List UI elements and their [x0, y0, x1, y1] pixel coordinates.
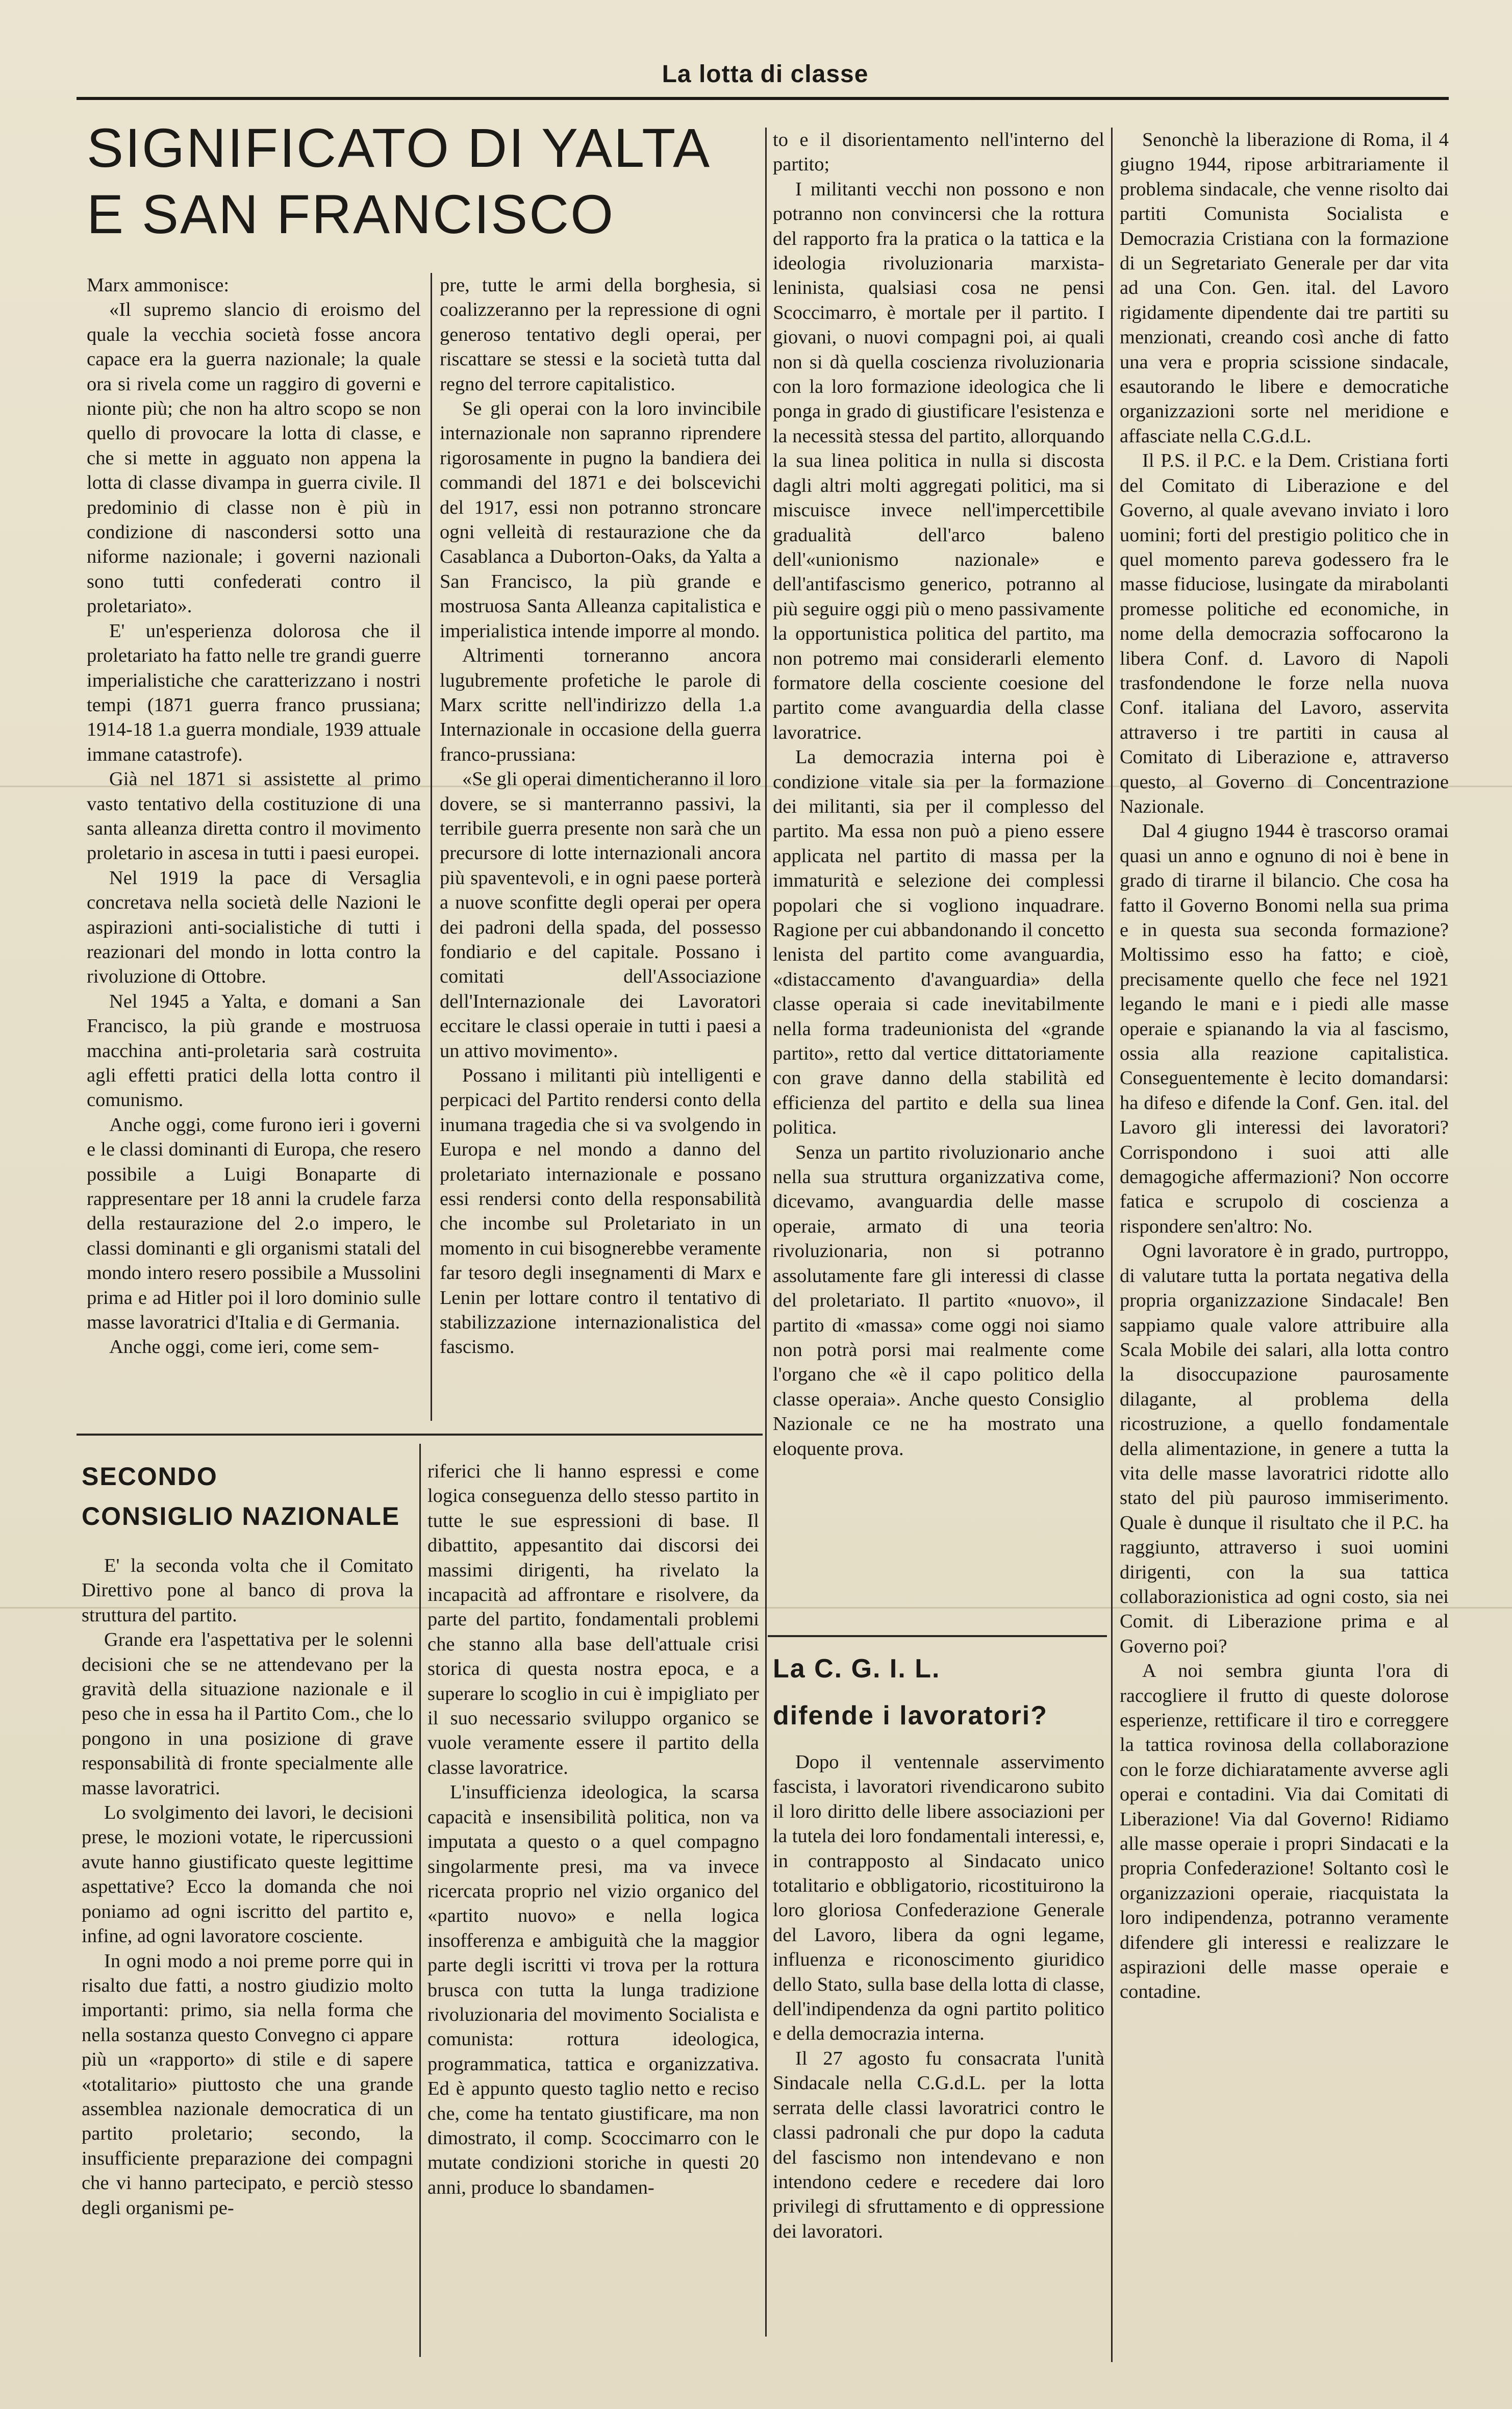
cgil-heading-line1: La C. G. I. L.	[773, 1654, 941, 1684]
paragraph: Altrimenti torneranno ancora lugubremente profetiche le parole di Marx scritte nell'indirizzo della 1.a Internazionale in occasione della guerra franco-prussiana:	[440, 645, 761, 765]
yalta-title-line2: E SAN FRANCISCO	[87, 183, 615, 245]
paragraph: L'insufficienza ideologica, la scarsa capacità e insensibilità politica, non va imputata a questo o a quel compagno singolarmente presi, ma va invece ricercata proprio nel vizio organico del «partito nuovo» e nella logica insofferenza e ambiguità che la maggior parte degli iscritti vi trova per la rottura brusca con tutta la lunga tradizione rivoluzionaria del movimento Socialista e comunista: rottura ideologica, programmatica, tattica e organizzativa. Ed è appunto questo taglio netto e reciso che, come ha tentato giustificare, ma non dimostrato, il comp. Scoccimarro con le mutate condizioni storiche in questi 20 anni, produce lo sbandamen-	[427, 1781, 759, 2198]
section-rule	[77, 1434, 763, 1436]
paragraph: Se gli operai con la loro invincibile internazionale non sapranno riprendere rigorosamente in pugno la bandiera dei commandi del 1871 e dei bolscevichi del 1917, essi non potranno stroncare ogni velleità di restaurazione che da Casablanca a Duborton-Oaks, da Yalta a San Francisco, la più grande e mostruosa Santa Alleanza capitalistica e imperialistica intende imporre al mondo.	[440, 398, 761, 642]
paragraph: Già nel 1871 si assistette al primo vasto tentativo della costituzione di una santa alleanza diretta contro il movimento proletario in ascesa in tutti i paesi europei.	[87, 768, 421, 864]
paragraph: Nel 1919 la pace di Versaglia concretava nella società delle Nazioni le aspirazioni anti-socialistiche di tutti i reazionari del mondo in lotta contro la rivoluzione di Ottobre.	[87, 867, 421, 988]
yalta-column-2	[440, 273, 761, 1423]
yalta-title	[87, 115, 765, 247]
consiglio-heading-line1: SECONDO	[82, 1462, 218, 1491]
masthead-rule	[77, 97, 1449, 100]
consiglio-heading-line2: CONSIGLIO NAZIONALE	[82, 1502, 400, 1530]
paragraph: «Se gli operai dimenticheranno il loro dovere, se si manterranno passivi, la terribile guerra presente non sarà che un precursore di lotte internazionali ancora più spaventevoli, e in ogni paese porterà a nuove sconfitte degli operai per opera dei padroni della spada, del possesso fondiario e del capitale. Possano i comitati dell'Associazione dell'Internazionale dei Lavoratori eccitare le classi operaie in tutti i paesi a un attivo movimento».	[440, 768, 761, 1062]
column-divider	[765, 128, 767, 2337]
paragraph: Il P.S. il P.C. e la Dem. Cristiana forti del Comitato di Liberazione e del Governo, al quale avevano inviato i loro uomini; forti del prestigio politico che in quel momento pareva godessero fra le masse fiduciose, lusingate da mirabolanti promesse politiche ed economiche, in nome della democrazia soffocarono la libera Conf. d. Lavoro di Napoli trasfondendone le forze nella nuova Conf. italiana del Lavoro, asservita attraverso i tre partiti in causa al Comitato di Liberazione e, attraverso questo, al Governo di Concentrazione Nazionale.	[1120, 450, 1449, 817]
consiglio-column-2	[427, 1459, 759, 2365]
paragraph: Dal 4 giugno 1944 è trascorso oramai quasi un anno e ognuno di noi è bene in grado di tirarne il bilancio. Che cosa ha fatto il Governo Bonomi nella sua prima e in questa sua seconda formazione? Moltissimo esso ha fatto; e cioè, precisamente quello che fece nel 1921 legando le mani e i piedi alle masse operaie e spianando la via al fascismo, ossia alla reazione capitalistica. Conseguentemente è lecito domandarsi: ha difeso e difende la Conf. Gen. ital. del Lavoro gli interessi dei lavoratori? Corrispondono i suoi atti alle demagogiche affermazioni? Non occorre fatica e scrupolo di coscienza a rispondere sen'altro: No.	[1120, 820, 1449, 1237]
paragraph: La democrazia interna poi è condizione vitale sia per la formazione dei militanti, sia per il complesso del partito. Ma essa non può a pieno essere applicata nel partito di massa per la immaturità e selezione dei complessi popolari che si vogliono inquadrare. Ragione per cui abbandonando il concetto lenista del partito come avanguardia, «distaccamento d'avanguardia» della classe operaia si cade inevitabilmente nella forma tradeunionista del «grande partito», retto dal vertice dittatoriamente con grave danno della stabilità ed efficienza del partito e della sua linea politica.	[773, 746, 1104, 1139]
consiglio-heading	[82, 1457, 413, 1536]
paragraph: I militanti vecchi non possono e non potranno non convincersi che la rottura del rapporto fra la pratica o la tattica e la ideologia rivoluzionaria marxista-leninista, qualsiasi cosa ne pensi Scoccimarro, è mortale per il partito. I giovani, o nuovi compagni poi, ai quali non si dà quella coscienza rivoluzionaria con la loro formazione ideologica che li ponga in grado di giustificare l'esistenza e la necessità stessa del partito, allorquando la sua linea politica in nulla si discosta dagli altri molti aggregati politici, ma si miscuisce invece nell'impercettibile gradualità dell'arco baleno dell'«unionismo nazionale» e dell'antifascismo generico, potranno al più seguire oggi più o meno passivamente la opportunistica politica del partito, ma non potremo mai considerarli elemento formatore della cosciente coesione del partito come avanguardia della classe lavoratrice.	[773, 178, 1104, 743]
column-divider	[419, 1444, 421, 2357]
paragraph: Senonchè la liberazione di Roma, il 4 giugno 1944, ripose arbitrariamente il problema sindacale, che venne risolto dai partiti Comunista Socialista e Democrazia Cristiana con la formazione di un Segretariato Generale per dar vita ad una Con. Gen. ital. del Lavoro rigidamente dipendente dai tre partiti su menzionati, creando così anche di fatto una vera e propria scissione sindacale, esautorando le libere e democratiche organizzazioni sorte nel meridione e affasciate nella C.G.d.L.	[1120, 129, 1449, 447]
consiglio-column-1	[82, 1553, 413, 2365]
column-divider	[1111, 128, 1113, 2362]
paragraph: A noi sembra giunta l'ora di raccogliere il frutto di queste dolorose esperienze, rettificare il tiro e correggere la tattica rovinosa della collaborazione con le forze dichiaratamente avverse agli operai e contadini. Via dai Comitati di Liberazione! Via dal Governo! Ridiamo alle masse operaie i propri Sindacati e la propria Confederazione! Soltanto così le organizzazioni operaie, riacquistata la loro indipendenza, potranno veramente difendere gli interessi e realizzare le aspirazioni delle masse operaie e contadine.	[1120, 1660, 1449, 2003]
paragraph: «Il supremo slancio di eroismo del quale la vecchia società fosse ancora capace era la guerra nazionale; la quale ora si rivela come un raggiro di governi e nionte più; che non ha altro scopo se non quello di provocare la lotta di classe, e che si mette in agguato non appena la lotta di classe divampa in guerra civile. Il predominio di classe non è più in condizione di nascondersi sotto una niforme nazionale; i governi nazionali sono tutti confederati contro il proletariato».	[87, 299, 421, 617]
masthead: La lotta di classe	[662, 61, 869, 88]
yalta-title-line1: SIGNIFICATO DI YALTA	[87, 117, 712, 179]
section-rule	[768, 1635, 1107, 1637]
paragraph: riferici che li hanno espressi e come logica conseguenza dello stesso partito in tutte le sue espressioni di base. Il dibattito, appesantito dai discorsi dei massimi dirigenti, ha rivelato la incapacità ad affrontare e risolvere, da parte del partito, fondamentali problemi che stanno alla base dell'attuale crisi storica di questa nostra epoca, e a superare lo scoglio in cui è impigliato per il suo necessario sviluppo organico se vuole veramente essere il partito della classe lavoratrice.	[427, 1461, 759, 1778]
cgil-column-1	[773, 1750, 1104, 2365]
cgil-heading	[773, 1645, 1110, 1739]
cgil-heading-line2: difende i lavoratori?	[773, 1701, 1048, 1730]
paragraph: Anche oggi, come furono ieri i governi e le classi dominanti di Europa, che resero possibile a Luigi Bonaparte di rappresentare per 18 anni la crudele farza della restaurazione del 2.o impero, le classi dominanti e gli organismi statali del mondo intero resero possibile a Mussolini prima e ad Hitler poi il loro dominio sulle masse lavoratrici d'Italia e di Germania.	[87, 1114, 421, 1334]
paragraph: Nel 1945 a Yalta, e domani a San Francisco, la più grande e mostruosa macchina anti-proletaria sarà costruita agli effetti pratici della lotta contro il comunismo.	[87, 990, 421, 1111]
cgil-column-2	[1120, 128, 1449, 2367]
paragraph: Ogni lavoratore è in grado, purtroppo, di valutare tutta la portata negativa della propria organizzazione Sindacale! Ben sappiamo quale valore attribuire alla Scala Mobile dei salari, alla lotta contro la disoccupazione paurosamente dilagante, al problema della ricostruzione, a quello fondamentale della alimentazione, in genere a tutta la vita delle masse lavoratrici ridotte allo stato del più pauroso immiserimento. Quale è dunque il risultato che il P.C. ha raggiunto, attraverso i suoi uomini dirigenti, con la sua tattica collaborazionistica ad ogni costo, sia nei Comit. di Liberazione prima e al Governo poi?	[1120, 1240, 1449, 1657]
paragraph: pre, tutte le armi della borghesia, si coalizzeranno per la repressione di ogni generoso tentativo degli operai, per riscattare se stessi e la società tutta dal regno del terrore capitalistico.	[440, 274, 761, 395]
paragraph: Marx ammonisce:	[87, 274, 230, 296]
paragraph: In ogni modo a noi preme porre qui in risalto due fatti, a nostro giudizio molto importanti: primo, sia nella forma che nella sostanza questo Convegno ci appare più un «rapporto» di stile e di sapere «totalitario» piuttosto che una grande assemblea nazionale democratica di un partito proletario; secondo, la insufficiente preparazione dei compagni che vi hanno partecipato, e perciò stesso degli organismi pe-	[82, 1950, 413, 2219]
paragraph: Lo svolgimento dei lavori, le decisioni prese, le mozioni votate, le ripercussioni avute hanno giustificato queste legittime aspettative? Ecco la domanda che noi poniamo ad ogni iscritto del partito e, infine, ad ogni lavoratore cosciente.	[82, 1802, 413, 1947]
paragraph: Dopo il ventennale asservimento fascista, i lavoratori rivendicarono subito il loro diritto delle libere associazioni per la tutela dei loro fondamentali interessi, e, in contrapposto al Sindacato unico totalitario e obbligatorio, ricostituirono la loro gloriosa Confederazione Generale del Lavoro, libera da ogni legame, influenza e riconoscimento giuridico dello Stato, sulla base della lotta di classe, dell'indipendenza da ogni partito politico e della democrazia interna.	[773, 1751, 1104, 2045]
paragraph: to e il disorientamento nell'interno del partito;	[773, 129, 1104, 175]
paragraph: Il 27 agosto fu consacrata l'unità Sindacale nella C.G.d.L. per la lotta serrata delle classi lavoratrici contro le classi padronali che pur dopo la caduta del fascismo non intendevano e non intendono cedere e recedere dai loro privilegi di sfruttamento e di oppressione dei lavoratori.	[773, 2047, 1104, 2242]
yalta-column-1	[87, 273, 421, 1423]
paragraph: Possano i militanti più intelligenti e perpicaci del Partito rendersi conto della inumana tragedia che si va svolgendo in Europa e nel mondo a danno del proletariato internazionale e possano essi rendersi conto della responsabilità che incombe sul Proletariato in un momento in cui bisognerebbe veramente far tesoro degli insegnamenti di Marx e Lenin per lottare contro il tentativo di stabilizzazione internazionalistica del fascismo.	[440, 1065, 761, 1358]
paragraph: Grande era l'aspettativa per le solenni decisioni che se ne attendevano per la gravità della situazione nazionale e il peso che in essa ha il Partito Com., che lo pongono in una posizione di grave responsabilità di fronte specialmente alle masse lavoratrici.	[82, 1629, 413, 1799]
paragraph: E' un'esperienza dolorosa che il proletariato ha fatto nelle tre grandi guerre imperialistiche che caratterizzano i nostri tempi (1871 guerra franco prussiana; 1914-18 1.a guerra mondiale, 1939 attuale immane catastrofe).	[87, 620, 421, 765]
consiglio-column-3	[773, 128, 1104, 1546]
paragraph: Anche oggi, come ieri, come sem-	[109, 1336, 380, 1358]
paragraph: E' la seconda volta che il Comitato Direttivo pone al banco di prova la struttura del partito.	[82, 1555, 413, 1626]
paragraph: Senza un partito rivoluzionario anche nella sua struttura organizzativa come, dicevamo, avanguardia delle masse operaie, armato di una teoria rivoluzionaria, non si potranno assolutamente fare gli interessi di classe del proletariato. Il partito «nuovo», il partito di «massa» come oggi noi siamo non potrà porsi mai realmente come l'organo che «è il capo politico della classe operaia». Anche questo Consiglio Nazionale ce ne ha mostrato una eloquente prova.	[773, 1141, 1104, 1460]
column-divider	[431, 273, 432, 1421]
